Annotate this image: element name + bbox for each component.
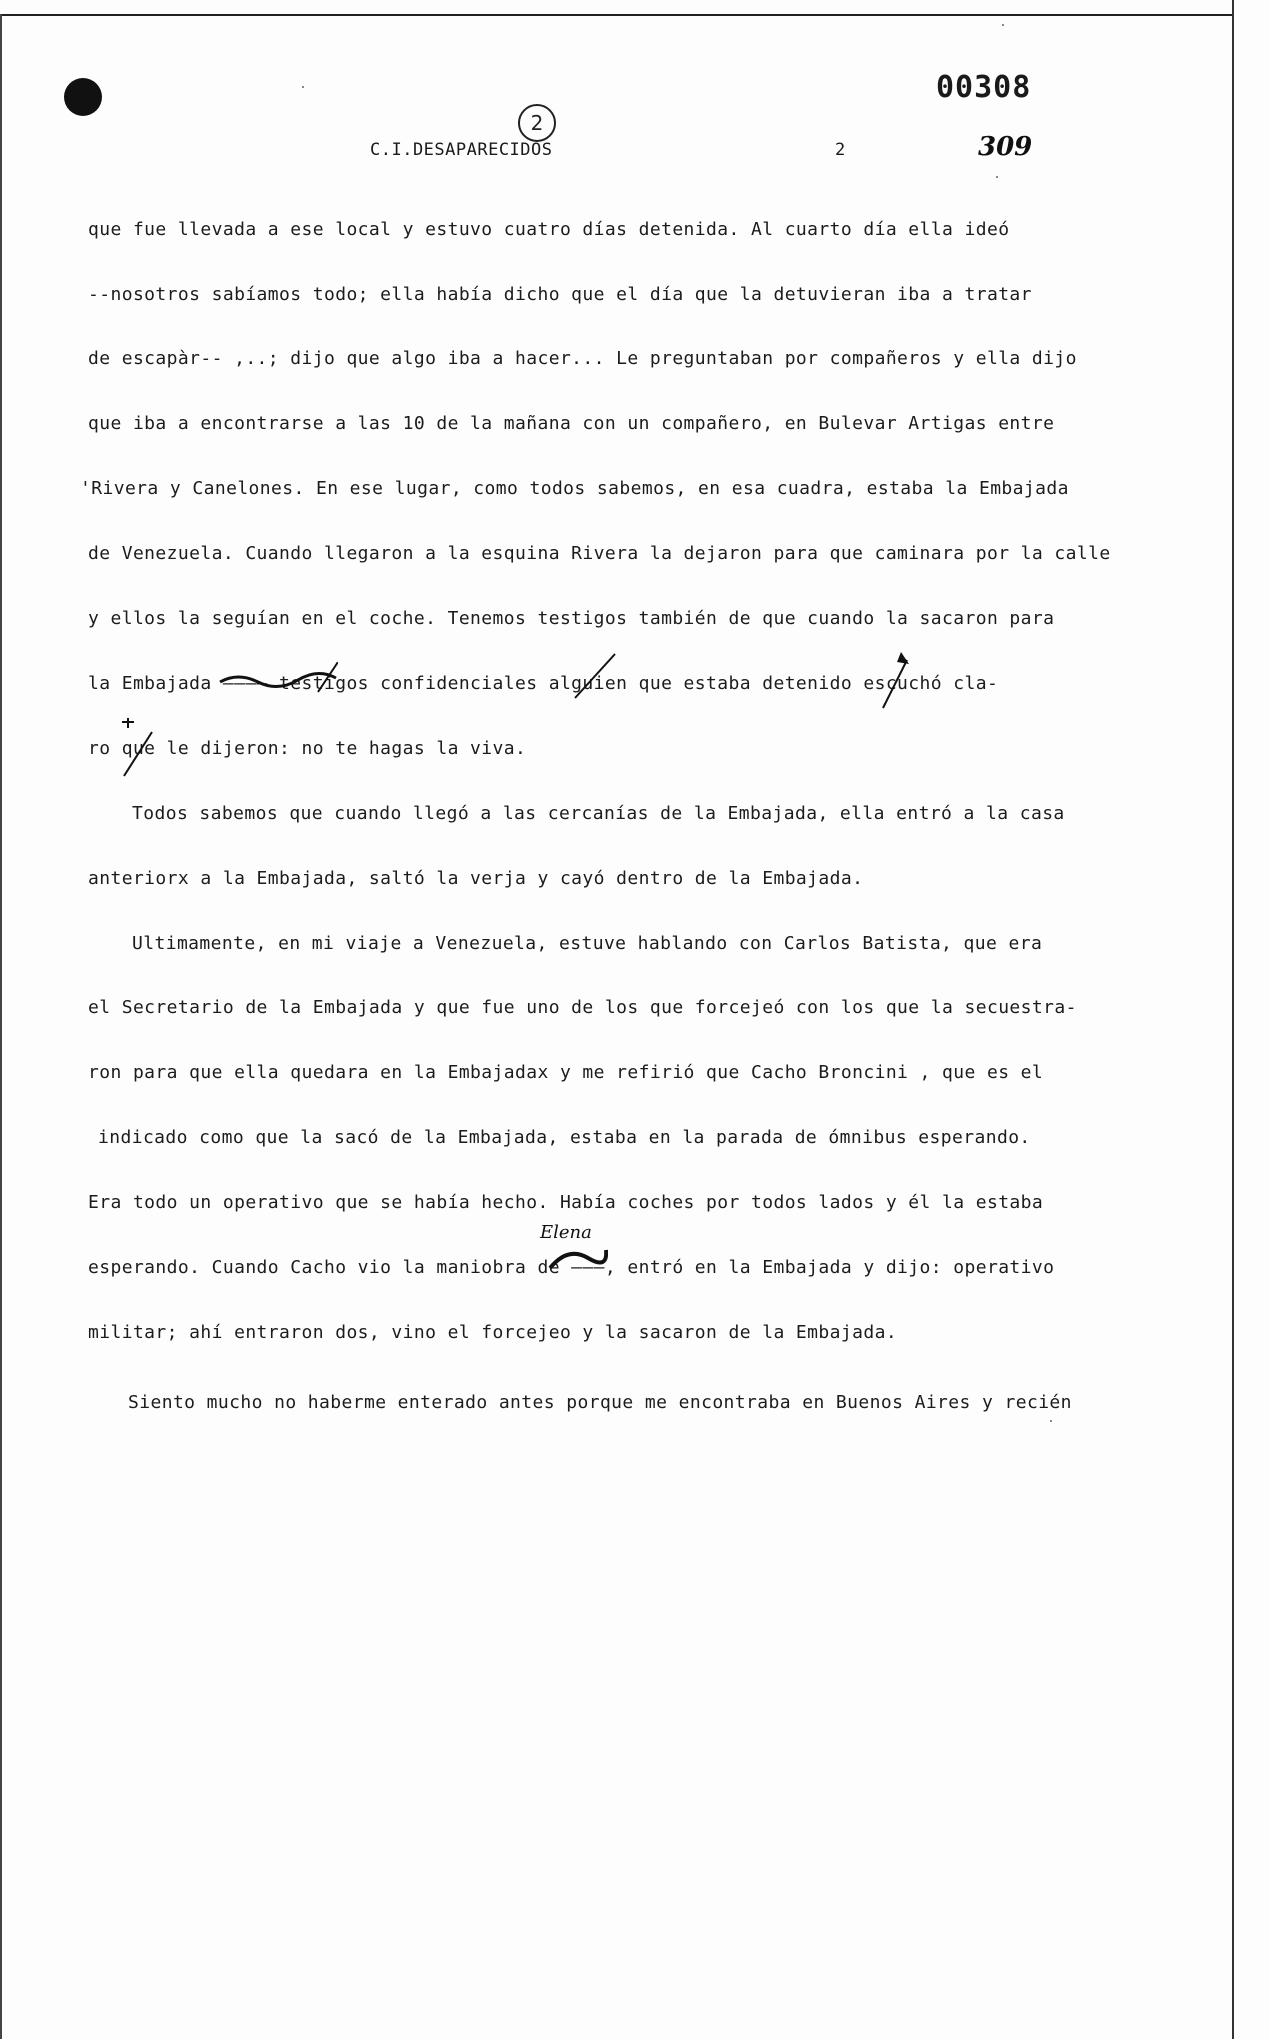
body-line: esperando. Cuando Cacho vio la maniobra de ———, entró en la Embajada y dijo: operativo bbox=[88, 1257, 1055, 1278]
page-right-edge bbox=[1232, 0, 1234, 2039]
body-line: indicado como que la sacó de la Embajada, estaba en la parada de ómnibus esperando. bbox=[98, 1127, 1031, 1148]
body-line: que fue llevada a ese local y estuvo cuatro días detenida. Al cuarto día ella ideó bbox=[88, 219, 1010, 240]
page-number: 2 bbox=[835, 140, 846, 160]
body-line: y ellos la seguían en el coche. Tenemos testigos también de que cuando la sacaron para bbox=[88, 608, 1055, 629]
body-line: militar; ahí entraron dos, vino el forcejeo y la sacaron de la Embajada. bbox=[88, 1322, 898, 1343]
body-line: el Secretario de la Embajada y que fue uno de los que forcejeó con los que la secuestra- bbox=[88, 997, 1077, 1018]
body-line: Era todo un operativo que se había hecho. Había coches por todos lados y él la estaba bbox=[88, 1192, 1044, 1213]
punch-hole-icon bbox=[64, 78, 102, 116]
body-line: --nosotros sabíamos todo; ella había dicho que el día que la detuvieran iba a tratar bbox=[88, 284, 1032, 305]
speck bbox=[1002, 24, 1004, 26]
body-line: Siento mucho no haberme enterado antes porque me encontraba en Buenos Aires y recién bbox=[128, 1392, 1072, 1413]
handwritten-folio: 309 bbox=[978, 132, 1033, 162]
handwritten-name: Elena bbox=[540, 1222, 592, 1243]
page-top-edge bbox=[0, 14, 1232, 16]
speck bbox=[302, 86, 304, 88]
strikethrough-scribble-icon bbox=[548, 1240, 608, 1274]
body-line: ron para que ella quedara en la Embajadax y me refirió que Cacho Broncini , que es el bbox=[88, 1062, 1044, 1083]
page-left-edge bbox=[0, 14, 2, 2039]
body-line: 'Rivera y Canelones. En ese lugar, como todos sabemos, en esa cuadra, estaba la Embajada bbox=[80, 478, 1069, 499]
body-line: ro que le dijeron: no te hagas la viva. bbox=[88, 738, 527, 759]
body-line: Ultimamente, en mi viaje a Venezuela, estuve hablando con Carlos Batista, que era bbox=[132, 933, 1043, 954]
strikethrough-scribble-icon bbox=[218, 662, 338, 696]
insertion-slash-icon bbox=[118, 718, 158, 778]
document-number: 00308 bbox=[936, 70, 1032, 105]
body-line: anteriorx a la Embajada, saltó la verja y cayó dentro de la Embajada. bbox=[88, 868, 864, 889]
insertion-slash-icon bbox=[570, 650, 620, 700]
speck bbox=[996, 176, 998, 178]
body-line: de escapàr-- ,..; dijo que algo iba a hacer... Le preguntaban por compañeros y ella dijo bbox=[88, 348, 1077, 369]
circled-page-mark: 2 bbox=[518, 104, 556, 142]
insertion-slash-icon bbox=[875, 650, 915, 710]
body-line: Todos sabemos que cuando llegó a las cercanías de la Embajada, ella entró a la casa bbox=[132, 803, 1065, 824]
body-line: la Embajada ———— testigos confidenciales alguien que estaba detenido escuchó cla- bbox=[88, 673, 999, 694]
speck bbox=[1050, 1420, 1052, 1422]
body-line: que iba a encontrarse a las 10 de la mañana con un compañero, en Bulevar Artigas entre bbox=[88, 413, 1055, 434]
header-title: C.I.DESAPARECIDOS bbox=[370, 140, 553, 160]
body-line: de Venezuela. Cuando llegaron a la esquina Rivera la dejaron para que caminara por la calle bbox=[88, 543, 1111, 564]
